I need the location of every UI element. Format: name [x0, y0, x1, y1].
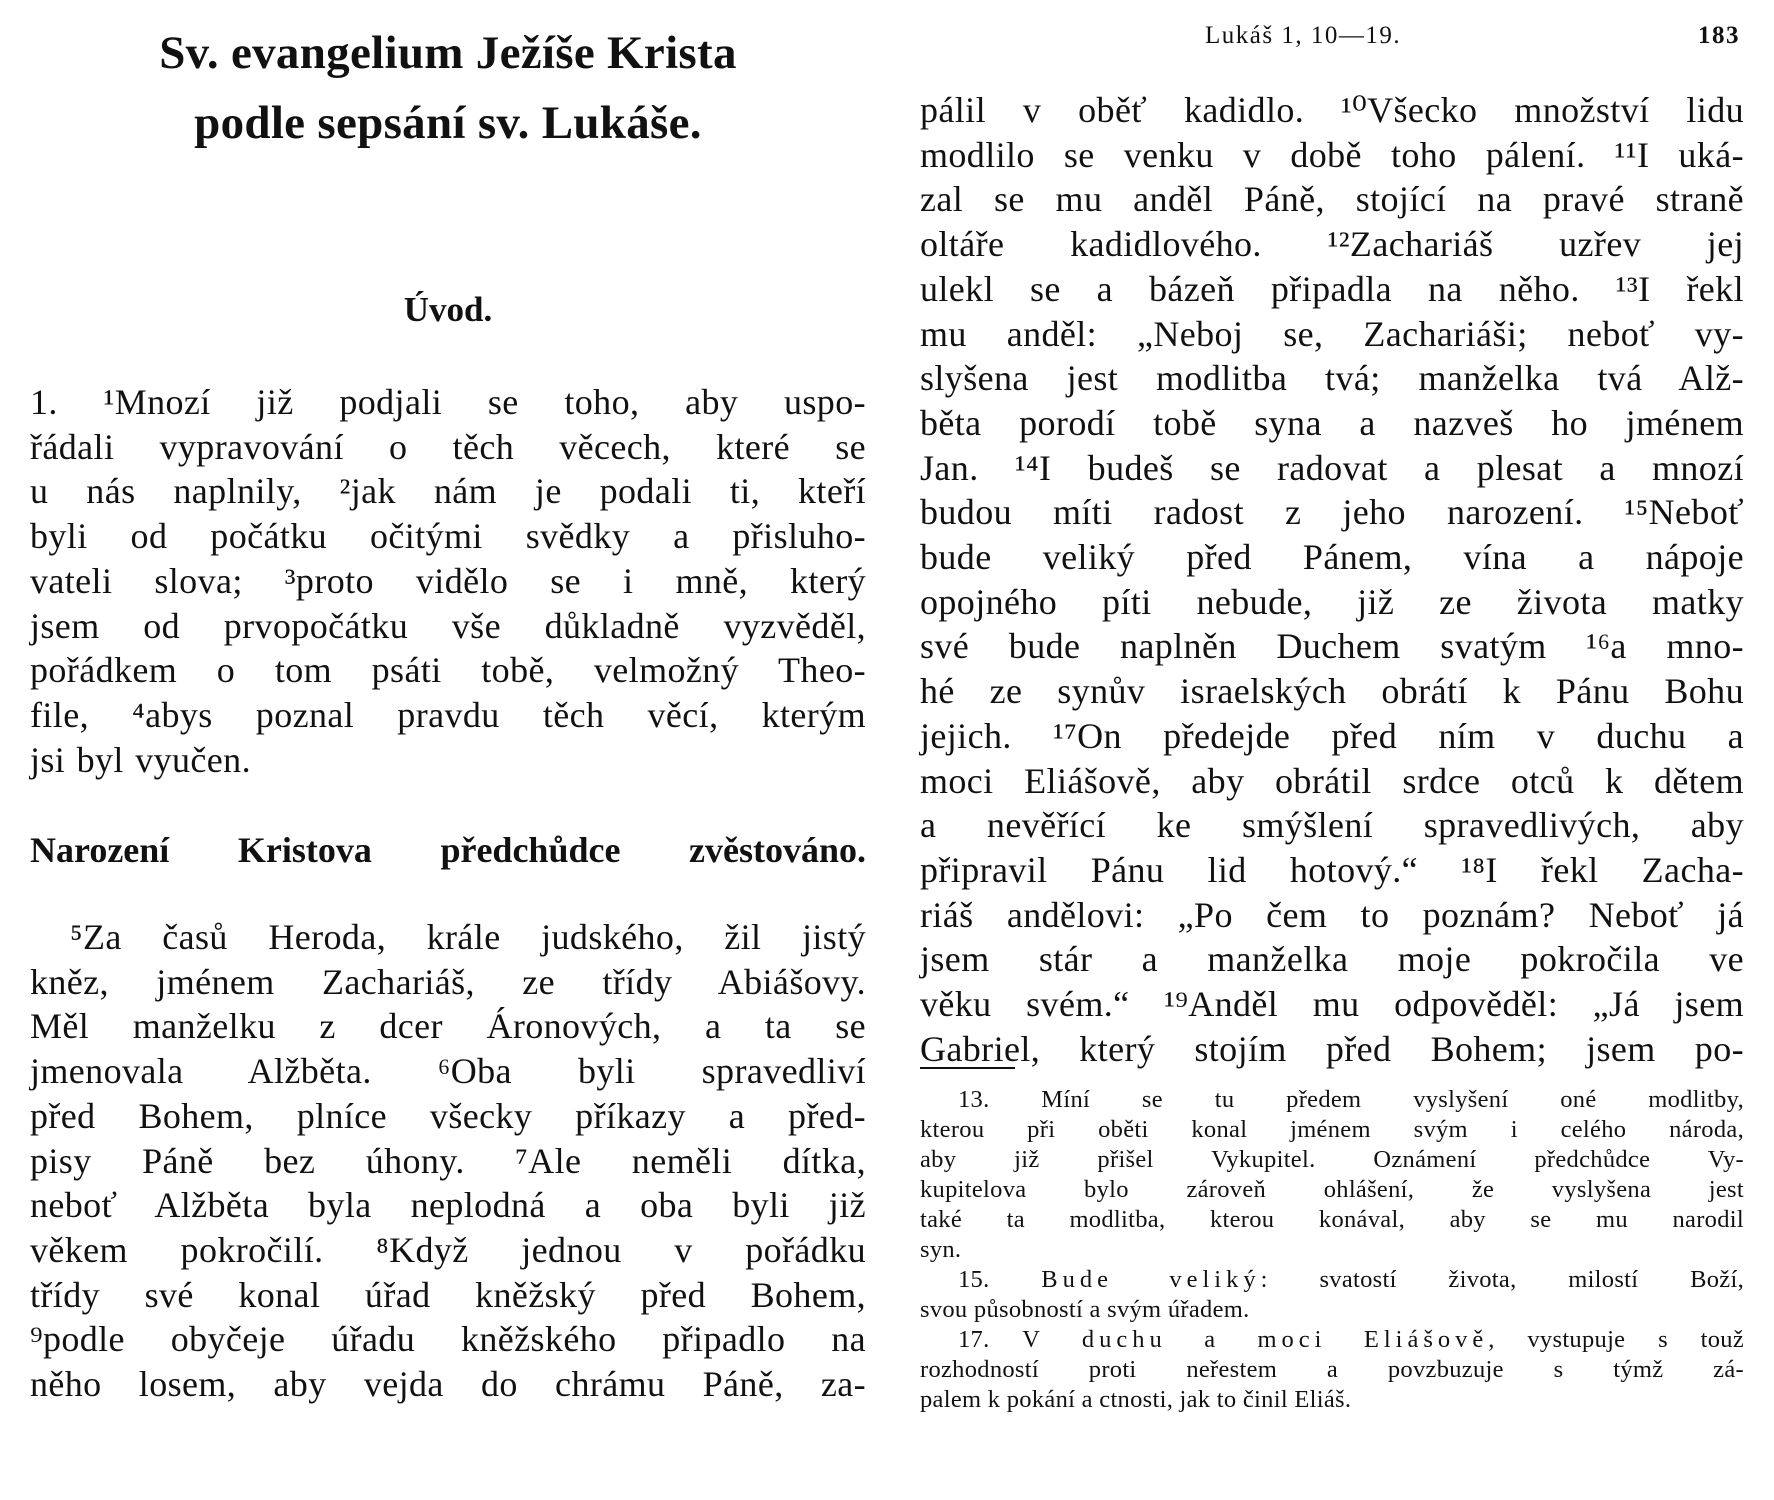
footnote-line: rozhodností proti neřestem a povzbuzuje s týmž zá-	[920, 1356, 1744, 1383]
footnote-line: kupitelova bylo zároveň ohlášení, že vyslyšena jest	[920, 1176, 1744, 1203]
text-line: byli od počátku očitými svědky a přisluho-	[30, 516, 866, 557]
text-line: jsi byl vyučen.	[30, 739, 251, 780]
text-line: pálil v oběť kadidlo. ¹⁰Všecko množství lidu	[920, 90, 1744, 130]
text-line: moci Eliášově, aby obrátil srdce otců k dětem	[920, 760, 1744, 801]
footnote-rule	[920, 1067, 1015, 1069]
text-line: u nás naplnily, ²jak nám je podali ti, kteří	[30, 471, 866, 512]
text-line: řádali vypravování o těch věcech, které se	[30, 426, 866, 467]
text-line: neboť Alžběta byla neplodná a oba byli již	[30, 1185, 866, 1226]
text-line: hé ze synův israelských obrátí k Pánu Bohu	[920, 671, 1744, 712]
text-line: své bude naplněn Duchem svatým ¹⁶a mno-	[920, 626, 1744, 667]
book-title	[30, 18, 866, 158]
text-line: věku svém.“ ¹⁹Anděl mu odpověděl: „Já jsem	[920, 984, 1744, 1025]
text-line: věkem pokročilí. ⁸Když jednou v pořádku	[30, 1229, 866, 1270]
footnote-line: aby již přišel Vykupitel. Oznámení předchůdce Vy-	[920, 1146, 1744, 1173]
footnote-line	[920, 1265, 1744, 1295]
text-line: Jan. ¹⁴I budeš se radovat a plesat a mnozí	[920, 447, 1744, 488]
text-line: bude veliký před Pánem, vína a nápoje	[920, 537, 1744, 578]
right-paragraph	[920, 88, 1744, 1071]
section-paragraph	[30, 915, 866, 1407]
intro-paragraph	[30, 380, 866, 782]
text-line: ⁹podle obyčeje úřadu kněžského připadlo na	[30, 1319, 866, 1360]
text-line: vateli slova; ³proto vidělo se i mně, který	[30, 560, 866, 601]
text-line: slyšena jest modlitba tvá; manželka tvá Alž-	[920, 358, 1744, 399]
text-line: připravil Pánu lid hotový.“ ¹⁸I řekl Zacha-	[920, 849, 1744, 890]
text-line: pořádkem o tom psáti tobě, velmožný Theo-	[30, 650, 866, 691]
text-line: ulekl se a bázeň připadla na něho. ¹³I řekl	[920, 268, 1744, 309]
footnote-number: 15.	[958, 1266, 1042, 1293]
footnote-line: syn.	[920, 1236, 962, 1263]
intro-heading: Úvod.	[403, 290, 493, 329]
running-head-label: Lukáš 1, 10—19.	[1205, 22, 1402, 49]
text-line: ⁵Za časů Heroda, krále judského, žil jistý	[70, 917, 866, 957]
text-line: oltáře kadidlového. ¹²Zachariáš uzřev jej	[920, 224, 1744, 265]
text-line: jsem stár a manželka moje pokročila ve	[920, 939, 1744, 980]
footnote-text: : svatostí života, milostí Boží,	[1260, 1266, 1744, 1293]
text-line: běta porodí tobě syna a nazveš ho jménem	[920, 402, 1744, 443]
text-line: mu anděl: „Neboj se, Zachariáši; neboť vy-	[920, 313, 1744, 354]
footnote-13	[920, 1085, 1744, 1265]
text-line: třídy své konal úřad kněžský před Bohem,	[30, 1274, 866, 1315]
text-line: riáš andělovi: „Po čem to poznám? Neboť já	[920, 894, 1744, 935]
text-line: zal se mu anděl Páně, stojící na pravé straně	[920, 179, 1744, 220]
text-line: 1. ¹Mnozí již podjali se toho, aby uspo-	[30, 382, 866, 422]
text-line: budou míti radost z jeho narození. ¹⁵Neboť	[920, 492, 1744, 533]
page-number: 183	[1698, 22, 1740, 49]
footnote-17	[920, 1325, 1744, 1415]
footnote-text: , vystupuje s touž	[1488, 1326, 1744, 1353]
text-line: jsem od prvopočátku vše důkladně vyzvěděl,	[30, 605, 866, 646]
footnote-line: svou působností a svým úřadem.	[920, 1296, 1250, 1323]
text-line: a nevěřící ke smýšlení spravedlivých, aby	[920, 805, 1744, 846]
text-line: Gabriel, který stojím před Bohem; jsem po-	[920, 1028, 1744, 1069]
text-line: jmenovala Alžběta. ⁶Oba byli spravedliví	[30, 1051, 866, 1092]
text-line: opojného píti nebude, již ze života matky	[920, 581, 1744, 622]
section-heading: Narození Kristova předchůdce zvěstováno.	[30, 830, 866, 870]
footnote-line: 13. Míní se tu předem vyslyšení oné modlitby,	[958, 1086, 1744, 1113]
book-title-line2: podle sepsání sv. Lukáše.	[194, 97, 702, 149]
text-line: kněz, jménem Zachariáš, ze třídy Abiášovy.	[30, 961, 866, 1002]
footnote-emphasis: Bude veliký	[1041, 1266, 1261, 1293]
footnote-line: kterou při oběti konal jménem svým i celého národa,	[920, 1116, 1744, 1143]
footnote-line: také ta modlitba, kterou konával, aby se mu narodil	[920, 1206, 1744, 1233]
footnote-number: 17.	[958, 1326, 1023, 1353]
footnote-emphasis: V duchu a moci Eliášově	[1022, 1326, 1489, 1353]
footnote-line	[920, 1325, 1744, 1355]
footnotes	[920, 1085, 1744, 1415]
footnote-15	[920, 1265, 1744, 1325]
left-page	[30, 0, 866, 1405]
text-line: modlilo se venku v době toho pálení. ¹¹I uká-	[920, 134, 1744, 175]
text-line: před Bohem, plníce všecky příkazy a před-	[30, 1095, 866, 1136]
footnote-line: palem k pokání a ctnosti, jak to činil Eliáš.	[920, 1386, 1352, 1413]
text-line: jejich. ¹⁷On předejde před ním v duchu a	[920, 715, 1744, 756]
text-line: něho losem, aby vejda do chrámu Páně, za-	[30, 1364, 866, 1405]
text-line: file, ⁴abys poznal pravdu těch věcí, kterým	[30, 694, 866, 735]
text-line: Měl manželku z dcer Áronových, a ta se	[30, 1006, 866, 1047]
text-line: pisy Páně bez úhony. ⁷Ale neměli dítka,	[30, 1140, 866, 1181]
book-title-line1: Sv. evangelium Ježíše Krista	[159, 27, 737, 79]
